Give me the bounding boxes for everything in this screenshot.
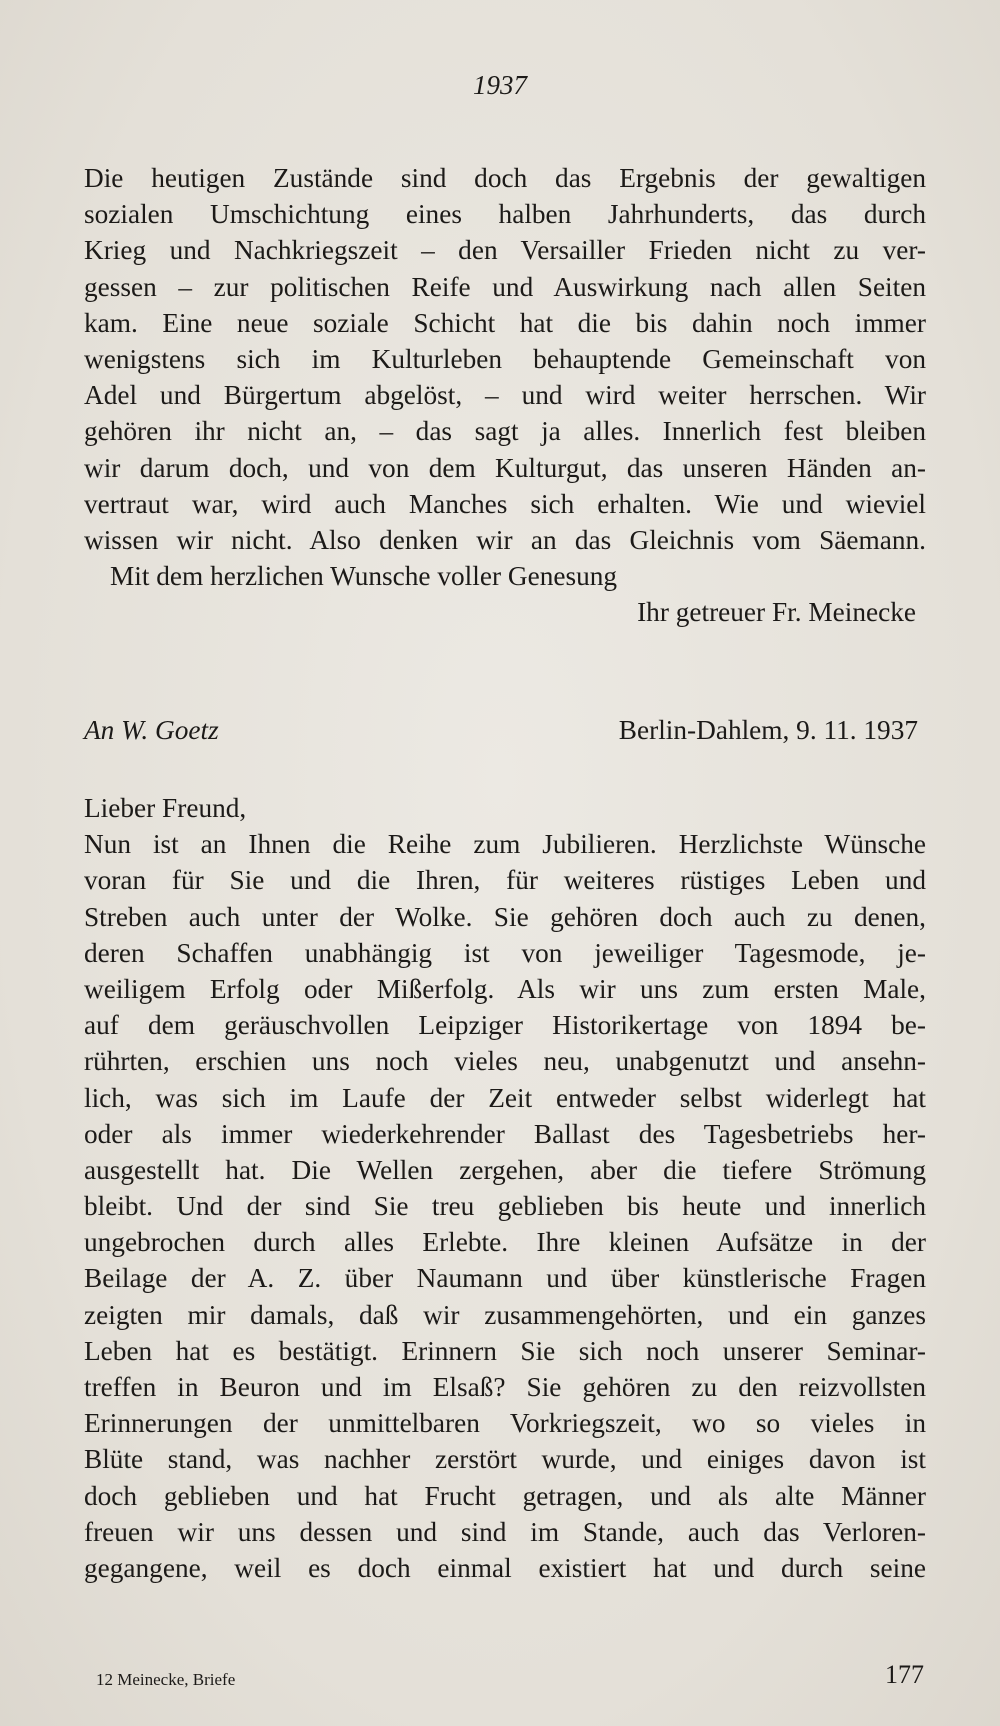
text-line: Die heutigen Zustände sind doch das Ergebnis der gewaltigen bbox=[84, 163, 926, 193]
text-line: gessen – zur politischen Reife und Auswirkung nach allen Seiten bbox=[84, 271, 926, 302]
text-line: Leben hat es bestätigt. Erinnern Sie sich noch unserer Seminar- bbox=[84, 1335, 926, 1366]
text-line: Beilage der A. Z. über Naumann und über künstlerische Fragen bbox=[84, 1263, 926, 1294]
text-line: gehören ihr nicht an, – das sagt ja alles. Innerlich fest bleiben bbox=[84, 416, 926, 447]
text-line: freuen wir uns dessen und sind im Stande, auch das Verloren- bbox=[84, 1516, 926, 1547]
letter-2-place-date: Berlin-Dahlem, 9. 11. 1937 bbox=[618, 715, 918, 745]
text-line: ausgestellt hat. Die Wellen zergehen, aber die tiefere Strömung bbox=[84, 1154, 926, 1185]
text-line: Krieg und Nachkriegszeit – den Versailler Frieden nicht zu ver- bbox=[84, 235, 926, 266]
letter-1-closing: Mit dem herzlichen Wunsche voller Genesung bbox=[110, 561, 618, 592]
text-line: Streben auch unter der Wolke. Sie gehören doch auch zu denen, bbox=[84, 901, 926, 932]
running-head-year: 1937 bbox=[473, 70, 527, 100]
text-line: wir darum doch, und von dem Kulturgut, das unseren Händen an- bbox=[84, 452, 926, 483]
text-line: ungebrochen durch alles Erlebte. Ihre kleinen Aufsätze in der bbox=[84, 1227, 926, 1258]
text-line: Erinnerungen der unmittelbaren Vorkriegszeit, wo so vieles in bbox=[84, 1408, 926, 1439]
text-line: weiligem Erfolg oder Mißerfolg. Als wir uns zum ersten Male, bbox=[84, 973, 926, 1004]
page-footer bbox=[96, 1660, 926, 1694]
text-line: wissen wir nicht. Also denken wir an das Gleichnis vom Säemann. bbox=[84, 524, 926, 555]
text-line: zeigten mir damals, daß wir zusammengehörten, und ein ganzes bbox=[84, 1299, 926, 1330]
letter-2-body bbox=[84, 790, 926, 1586]
letter-2-salutation: Lieber Freund, bbox=[84, 793, 247, 823]
text-line: Adel und Bürgertum abgelöst, – und wird weiter herrschen. Wir bbox=[84, 380, 926, 411]
text-line: deren Schaffen unabhängig ist von jeweiliger Tagesmode, je- bbox=[84, 937, 926, 968]
text-line: treffen in Beuron und im Elsaß? Sie gehören zu den reizvollsten bbox=[84, 1372, 926, 1402]
text-line: gegangene, weil es doch einmal existiert hat und durch seine bbox=[84, 1552, 926, 1583]
text-line: wenigstens sich im Kulturleben behauptende Gemeinschaft von bbox=[84, 343, 926, 374]
page-number: 177 bbox=[885, 1660, 924, 1689]
text-line: doch geblieben und hat Frucht getragen, und als alte Männer bbox=[84, 1480, 926, 1511]
letter-2-recipient: An W. Goetz bbox=[84, 715, 219, 745]
letter-1-body bbox=[84, 160, 926, 630]
text-line: lich, was sich im Laufe der Zeit entweder selbst widerlegt hat bbox=[84, 1082, 926, 1113]
text-line: Nun ist an Ihnen die Reihe zum Jubilieren. Herzlichste Wünsche bbox=[84, 829, 926, 860]
text-line: Blüte stand, was nachher zerstört wurde, und einiges davon ist bbox=[84, 1444, 926, 1475]
text-line: oder als immer wiederkehrender Ballast des Tagesbetriebs her- bbox=[84, 1118, 926, 1149]
text-line: kam. Eine neue soziale Schicht hat die bis dahin noch immer bbox=[84, 307, 926, 338]
letter-1-signature: Ihr getreuer Fr. Meinecke bbox=[637, 597, 916, 628]
text-line: sozialen Umschichtung eines halben Jahrhunderts, das durch bbox=[84, 199, 926, 230]
text-line: auf dem geräuschvollen Leipziger Historikertage von 1894 be- bbox=[84, 1010, 926, 1041]
letter-2-heading bbox=[84, 715, 926, 755]
signature-mark: 12 Meinecke, Briefe bbox=[96, 1670, 236, 1689]
text-line: vertraut war, wird auch Manches sich erhalten. Wie und wieviel bbox=[84, 488, 926, 519]
text-line: voran für Sie und die Ihren, für weiteres rüstiges Leben und bbox=[84, 865, 926, 896]
text-line: bleibt. Und der sind Sie treu geblieben bis heute und innerlich bbox=[84, 1191, 926, 1222]
text-line: rührten, erschien uns noch vieles neu, unabgenutzt und ansehn- bbox=[84, 1046, 926, 1077]
